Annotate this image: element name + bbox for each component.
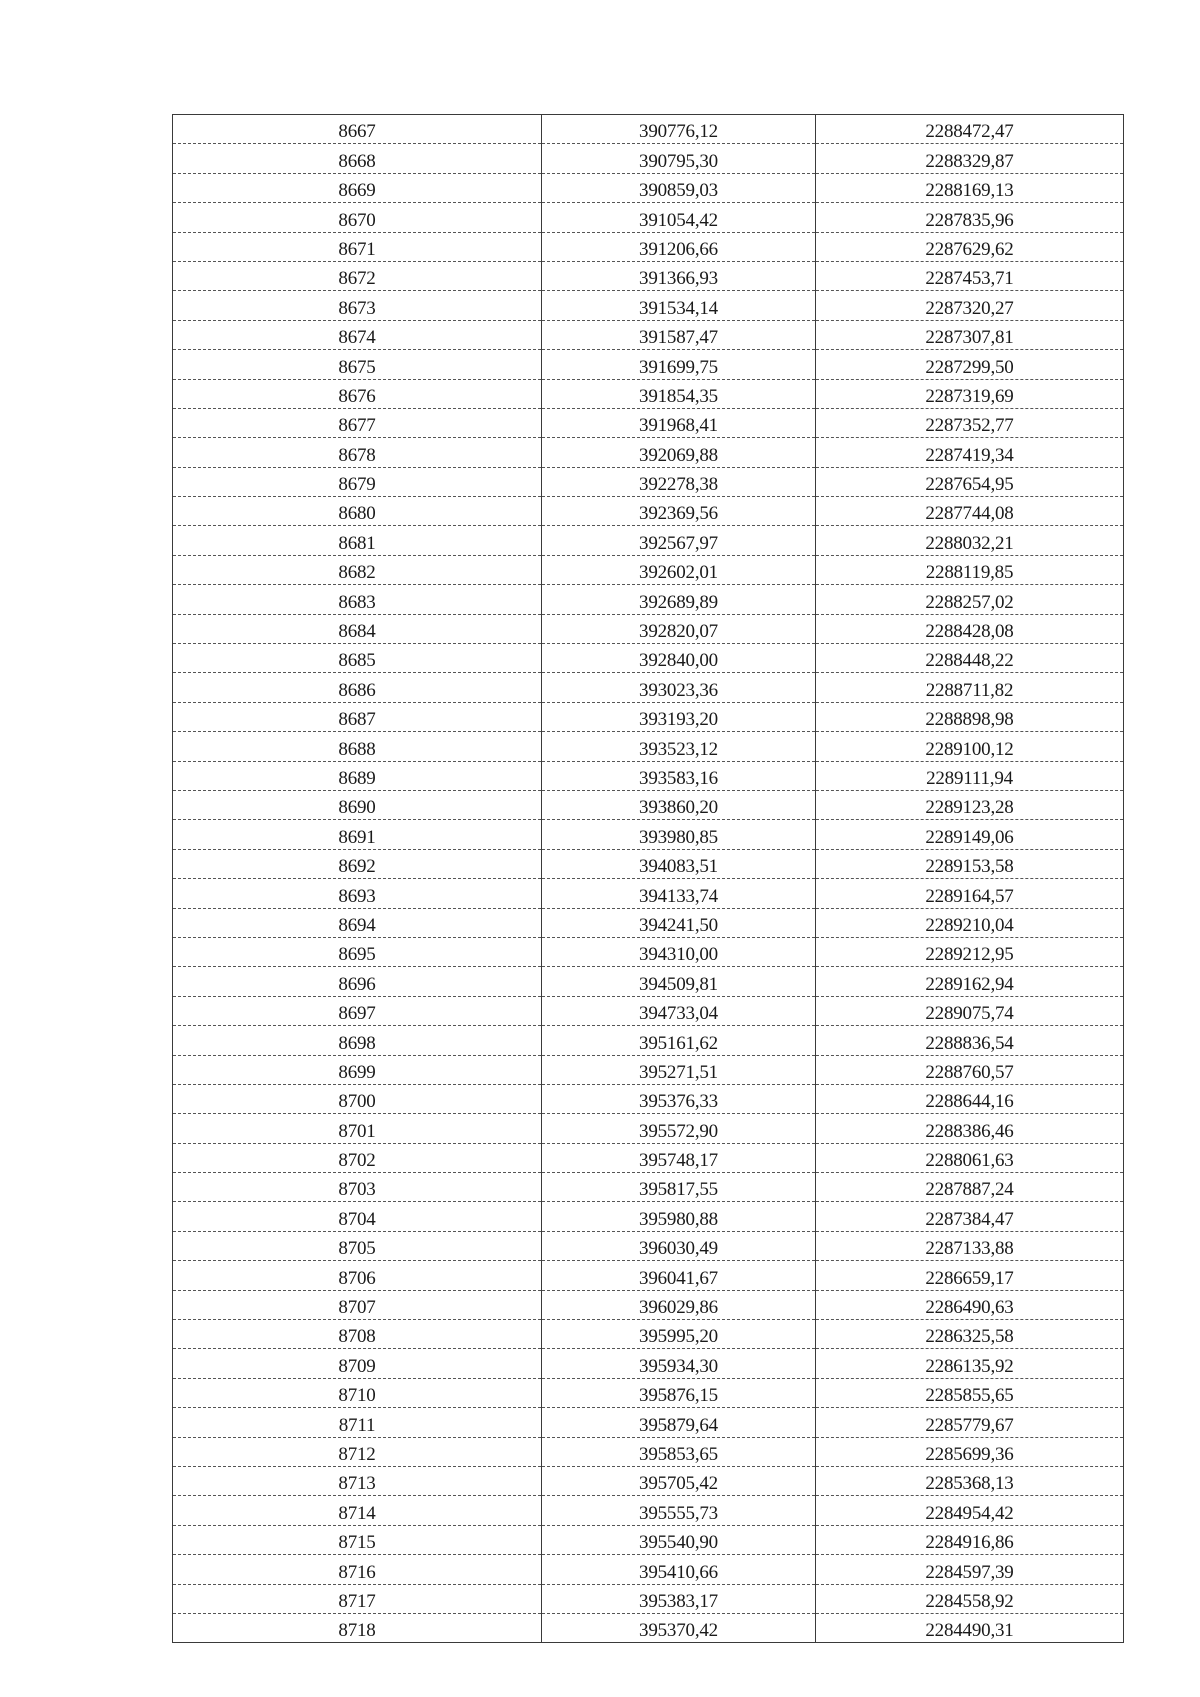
x-coordinate-cell: 390776,12 <box>542 115 816 144</box>
table-row <box>173 1408 1124 1437</box>
x-coordinate-cell: 395817,55 <box>542 1173 816 1202</box>
y-coordinate-cell: 2289212,95 <box>816 937 1124 966</box>
x-coordinate-cell: 395995,20 <box>542 1320 816 1349</box>
point-number-cell: 8676 <box>173 379 542 408</box>
point-number-cell: 8682 <box>173 555 542 584</box>
table-row <box>173 1525 1124 1554</box>
y-coordinate-cell: 2286135,92 <box>816 1349 1124 1378</box>
x-coordinate-cell: 395555,73 <box>542 1496 816 1525</box>
table-row <box>173 702 1124 731</box>
point-number-cell: 8693 <box>173 879 542 908</box>
x-coordinate-cell: 392840,00 <box>542 644 816 673</box>
table-row <box>173 408 1124 437</box>
point-number-cell: 8688 <box>173 732 542 761</box>
x-coordinate-cell: 395376,33 <box>542 1084 816 1113</box>
x-coordinate-cell: 395876,15 <box>542 1378 816 1407</box>
table-row <box>173 1378 1124 1407</box>
y-coordinate-cell: 2287319,69 <box>816 379 1124 408</box>
table-row <box>173 1437 1124 1466</box>
table-row <box>173 1349 1124 1378</box>
table-row <box>173 996 1124 1025</box>
x-coordinate-cell: 393860,20 <box>542 790 816 819</box>
x-coordinate-cell: 395410,66 <box>542 1555 816 1584</box>
table-row <box>173 526 1124 555</box>
y-coordinate-cell: 2289153,58 <box>816 849 1124 878</box>
point-number-cell: 8713 <box>173 1466 542 1495</box>
x-coordinate-cell: 392820,07 <box>542 614 816 643</box>
y-coordinate-cell: 2288032,21 <box>816 526 1124 555</box>
point-number-cell: 8683 <box>173 585 542 614</box>
point-number-cell: 8667 <box>173 115 542 144</box>
x-coordinate-cell: 391854,35 <box>542 379 816 408</box>
table-row <box>173 1613 1124 1642</box>
point-number-cell: 8674 <box>173 320 542 349</box>
table-row <box>173 467 1124 496</box>
y-coordinate-cell: 2289075,74 <box>816 996 1124 1025</box>
table-row <box>173 673 1124 702</box>
point-number-cell: 8709 <box>173 1349 542 1378</box>
x-coordinate-cell: 393193,20 <box>542 702 816 731</box>
x-coordinate-cell: 396030,49 <box>542 1231 816 1260</box>
point-number-cell: 8679 <box>173 467 542 496</box>
x-coordinate-cell: 395748,17 <box>542 1143 816 1172</box>
table-row <box>173 820 1124 849</box>
y-coordinate-cell: 2288061,63 <box>816 1143 1124 1172</box>
x-coordinate-cell: 391968,41 <box>542 408 816 437</box>
point-number-cell: 8692 <box>173 849 542 878</box>
table-row <box>173 1261 1124 1290</box>
point-number-cell: 8712 <box>173 1437 542 1466</box>
table-row <box>173 261 1124 290</box>
table-row <box>173 144 1124 173</box>
table-row <box>173 1555 1124 1584</box>
x-coordinate-cell: 395705,42 <box>542 1466 816 1495</box>
x-coordinate-cell: 393583,16 <box>542 761 816 790</box>
y-coordinate-cell: 2284558,92 <box>816 1584 1124 1613</box>
y-coordinate-cell: 2284597,39 <box>816 1555 1124 1584</box>
x-coordinate-cell: 392369,56 <box>542 497 816 526</box>
point-number-cell: 8704 <box>173 1202 542 1231</box>
point-number-cell: 8675 <box>173 350 542 379</box>
x-coordinate-cell: 395383,17 <box>542 1584 816 1613</box>
point-number-cell: 8668 <box>173 144 542 173</box>
table-row <box>173 644 1124 673</box>
point-number-cell: 8718 <box>173 1613 542 1642</box>
y-coordinate-cell: 2284954,42 <box>816 1496 1124 1525</box>
table-row <box>173 790 1124 819</box>
x-coordinate-cell: 394241,50 <box>542 908 816 937</box>
y-coordinate-cell: 2288329,87 <box>816 144 1124 173</box>
y-coordinate-cell: 2288711,82 <box>816 673 1124 702</box>
point-number-cell: 8691 <box>173 820 542 849</box>
table-row <box>173 1202 1124 1231</box>
point-number-cell: 8716 <box>173 1555 542 1584</box>
x-coordinate-cell: 393023,36 <box>542 673 816 702</box>
point-number-cell: 8699 <box>173 1055 542 1084</box>
y-coordinate-cell: 2285855,65 <box>816 1378 1124 1407</box>
point-number-cell: 8698 <box>173 1026 542 1055</box>
x-coordinate-cell: 391054,42 <box>542 203 816 232</box>
table-row <box>173 1026 1124 1055</box>
point-number-cell: 8678 <box>173 438 542 467</box>
y-coordinate-cell: 2286325,58 <box>816 1320 1124 1349</box>
y-coordinate-cell: 2284490,31 <box>816 1613 1124 1642</box>
point-number-cell: 8714 <box>173 1496 542 1525</box>
table-row <box>173 1496 1124 1525</box>
y-coordinate-cell: 2287629,62 <box>816 232 1124 261</box>
point-number-cell: 8677 <box>173 408 542 437</box>
point-number-cell: 8710 <box>173 1378 542 1407</box>
x-coordinate-cell: 395161,62 <box>542 1026 816 1055</box>
y-coordinate-cell: 2287419,34 <box>816 438 1124 467</box>
table-row <box>173 438 1124 467</box>
x-coordinate-cell: 395540,90 <box>542 1525 816 1554</box>
table-row <box>173 379 1124 408</box>
table-row <box>173 115 1124 144</box>
x-coordinate-cell: 392069,88 <box>542 438 816 467</box>
table-row <box>173 1466 1124 1495</box>
y-coordinate-cell: 2286490,63 <box>816 1290 1124 1319</box>
x-coordinate-cell: 390859,03 <box>542 173 816 202</box>
point-number-cell: 8671 <box>173 232 542 261</box>
coordinates-table <box>172 114 1124 1643</box>
table-row <box>173 555 1124 584</box>
x-coordinate-cell: 392278,38 <box>542 467 816 496</box>
y-coordinate-cell: 2289111,94 <box>816 761 1124 790</box>
table-row <box>173 320 1124 349</box>
table-row <box>173 761 1124 790</box>
y-coordinate-cell: 2287835,96 <box>816 203 1124 232</box>
y-coordinate-cell: 2287744,08 <box>816 497 1124 526</box>
x-coordinate-cell: 391206,66 <box>542 232 816 261</box>
point-number-cell: 8687 <box>173 702 542 731</box>
x-coordinate-cell: 394310,00 <box>542 937 816 966</box>
y-coordinate-cell: 2288428,08 <box>816 614 1124 643</box>
y-coordinate-cell: 2288898,98 <box>816 702 1124 731</box>
y-coordinate-cell: 2287654,95 <box>816 467 1124 496</box>
x-coordinate-cell: 394733,04 <box>542 996 816 1025</box>
table-row <box>173 849 1124 878</box>
table-row <box>173 203 1124 232</box>
x-coordinate-cell: 392689,89 <box>542 585 816 614</box>
table-row <box>173 173 1124 202</box>
point-number-cell: 8695 <box>173 937 542 966</box>
y-coordinate-cell: 2289149,06 <box>816 820 1124 849</box>
x-coordinate-cell: 393523,12 <box>542 732 816 761</box>
point-number-cell: 8697 <box>173 996 542 1025</box>
point-number-cell: 8702 <box>173 1143 542 1172</box>
table-row <box>173 614 1124 643</box>
table-row <box>173 879 1124 908</box>
x-coordinate-cell: 395934,30 <box>542 1349 816 1378</box>
table-row <box>173 1584 1124 1613</box>
point-number-cell: 8705 <box>173 1231 542 1260</box>
point-number-cell: 8706 <box>173 1261 542 1290</box>
table-row <box>173 1231 1124 1260</box>
point-number-cell: 8703 <box>173 1173 542 1202</box>
y-coordinate-cell: 2287133,88 <box>816 1231 1124 1260</box>
y-coordinate-cell: 2288257,02 <box>816 585 1124 614</box>
point-number-cell: 8701 <box>173 1114 542 1143</box>
table-row <box>173 291 1124 320</box>
point-number-cell: 8672 <box>173 261 542 290</box>
x-coordinate-cell: 394083,51 <box>542 849 816 878</box>
y-coordinate-cell: 2287453,71 <box>816 261 1124 290</box>
table-row <box>173 497 1124 526</box>
table-row <box>173 1173 1124 1202</box>
y-coordinate-cell: 2289164,57 <box>816 879 1124 908</box>
x-coordinate-cell: 391366,93 <box>542 261 816 290</box>
y-coordinate-cell: 2287307,81 <box>816 320 1124 349</box>
y-coordinate-cell: 2289210,04 <box>816 908 1124 937</box>
y-coordinate-cell: 2287320,27 <box>816 291 1124 320</box>
y-coordinate-cell: 2288169,13 <box>816 173 1124 202</box>
x-coordinate-cell: 395271,51 <box>542 1055 816 1084</box>
y-coordinate-cell: 2289162,94 <box>816 967 1124 996</box>
point-number-cell: 8690 <box>173 790 542 819</box>
y-coordinate-cell: 2287352,77 <box>816 408 1124 437</box>
point-number-cell: 8708 <box>173 1320 542 1349</box>
table-row <box>173 967 1124 996</box>
point-number-cell: 8673 <box>173 291 542 320</box>
table-row <box>173 350 1124 379</box>
y-coordinate-cell: 2288448,22 <box>816 644 1124 673</box>
y-coordinate-cell: 2287299,50 <box>816 350 1124 379</box>
table-row <box>173 1055 1124 1084</box>
y-coordinate-cell: 2289123,28 <box>816 790 1124 819</box>
x-coordinate-cell: 391534,14 <box>542 291 816 320</box>
point-number-cell: 8717 <box>173 1584 542 1613</box>
table-row <box>173 1320 1124 1349</box>
point-number-cell: 8715 <box>173 1525 542 1554</box>
point-number-cell: 8684 <box>173 614 542 643</box>
point-number-cell: 8670 <box>173 203 542 232</box>
y-coordinate-cell: 2287384,47 <box>816 1202 1124 1231</box>
x-coordinate-cell: 394509,81 <box>542 967 816 996</box>
y-coordinate-cell: 2284916,86 <box>816 1525 1124 1554</box>
x-coordinate-cell: 391699,75 <box>542 350 816 379</box>
coordinates-table-body <box>173 115 1124 1643</box>
y-coordinate-cell: 2285368,13 <box>816 1466 1124 1495</box>
x-coordinate-cell: 392602,01 <box>542 555 816 584</box>
table-row <box>173 1290 1124 1319</box>
x-coordinate-cell: 396041,67 <box>542 1261 816 1290</box>
x-coordinate-cell: 396029,86 <box>542 1290 816 1319</box>
table-row <box>173 232 1124 261</box>
x-coordinate-cell: 391587,47 <box>542 320 816 349</box>
point-number-cell: 8681 <box>173 526 542 555</box>
table-row <box>173 585 1124 614</box>
x-coordinate-cell: 395370,42 <box>542 1613 816 1642</box>
y-coordinate-cell: 2288760,57 <box>816 1055 1124 1084</box>
point-number-cell: 8707 <box>173 1290 542 1319</box>
x-coordinate-cell: 395853,65 <box>542 1437 816 1466</box>
x-coordinate-cell: 395572,90 <box>542 1114 816 1143</box>
y-coordinate-cell: 2285779,67 <box>816 1408 1124 1437</box>
table-row <box>173 1143 1124 1172</box>
y-coordinate-cell: 2287887,24 <box>816 1173 1124 1202</box>
x-coordinate-cell: 395980,88 <box>542 1202 816 1231</box>
point-number-cell: 8686 <box>173 673 542 702</box>
point-number-cell: 8700 <box>173 1084 542 1113</box>
y-coordinate-cell: 2288472,47 <box>816 115 1124 144</box>
y-coordinate-cell: 2289100,12 <box>816 732 1124 761</box>
y-coordinate-cell: 2286659,17 <box>816 1261 1124 1290</box>
table-row <box>173 1114 1124 1143</box>
y-coordinate-cell: 2285699,36 <box>816 1437 1124 1466</box>
y-coordinate-cell: 2288836,54 <box>816 1026 1124 1055</box>
y-coordinate-cell: 2288386,46 <box>816 1114 1124 1143</box>
point-number-cell: 8711 <box>173 1408 542 1437</box>
table-row <box>173 732 1124 761</box>
point-number-cell: 8696 <box>173 967 542 996</box>
table-row <box>173 937 1124 966</box>
y-coordinate-cell: 2288644,16 <box>816 1084 1124 1113</box>
table-row <box>173 1084 1124 1113</box>
point-number-cell: 8680 <box>173 497 542 526</box>
point-number-cell: 8694 <box>173 908 542 937</box>
x-coordinate-cell: 392567,97 <box>542 526 816 555</box>
table-row <box>173 908 1124 937</box>
x-coordinate-cell: 390795,30 <box>542 144 816 173</box>
x-coordinate-cell: 393980,85 <box>542 820 816 849</box>
y-coordinate-cell: 2288119,85 <box>816 555 1124 584</box>
x-coordinate-cell: 395879,64 <box>542 1408 816 1437</box>
point-number-cell: 8685 <box>173 644 542 673</box>
point-number-cell: 8669 <box>173 173 542 202</box>
x-coordinate-cell: 394133,74 <box>542 879 816 908</box>
point-number-cell: 8689 <box>173 761 542 790</box>
